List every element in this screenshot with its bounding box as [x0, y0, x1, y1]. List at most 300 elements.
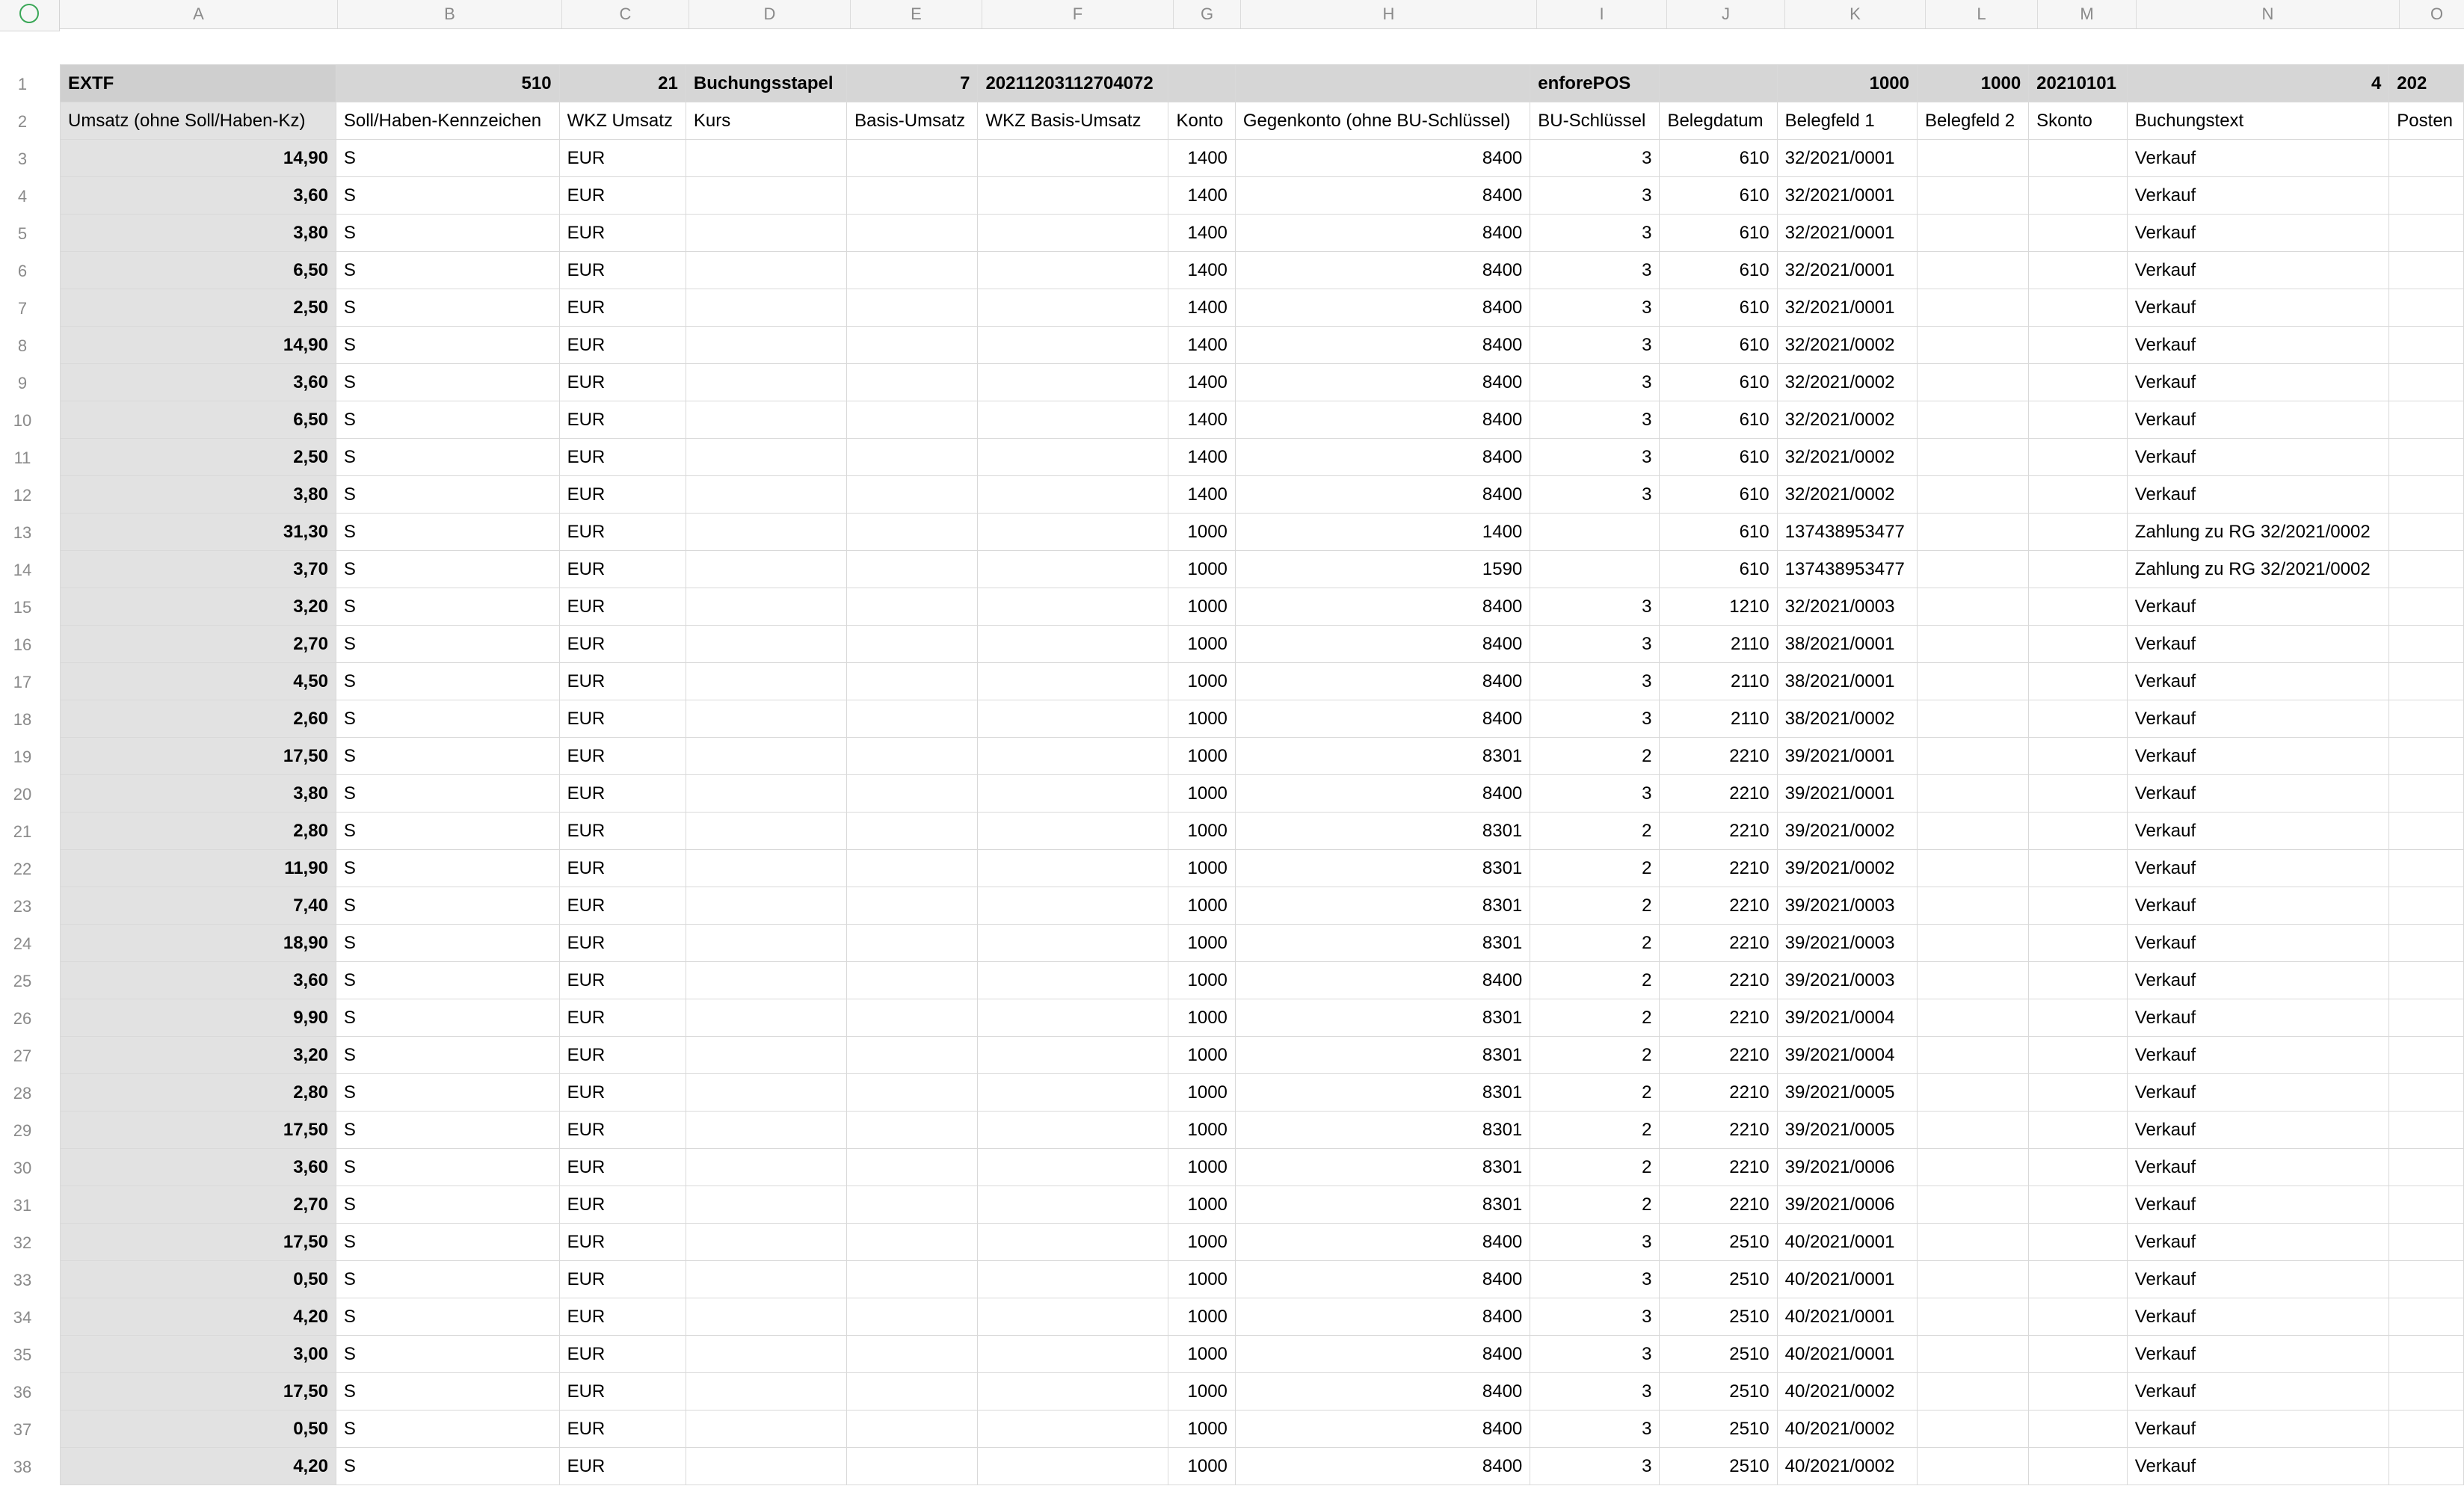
- cell-h27[interactable]: 8301: [1235, 1037, 1530, 1074]
- cell-o30[interactable]: [2389, 1149, 2464, 1186]
- column-header-k[interactable]: K: [1785, 0, 1926, 28]
- cell-b23[interactable]: S: [336, 887, 559, 925]
- cell-l25[interactable]: [1918, 962, 2029, 999]
- cell-a10[interactable]: 6,50: [61, 401, 336, 439]
- cell-f21[interactable]: [978, 813, 1168, 850]
- cell-o4[interactable]: [2389, 177, 2464, 215]
- cell-n17[interactable]: Verkauf: [2127, 663, 2389, 700]
- cell-m7[interactable]: [2029, 289, 2128, 327]
- cell-m15[interactable]: [2029, 588, 2128, 626]
- cell-d27[interactable]: [686, 1037, 846, 1074]
- cell-e33[interactable]: [847, 1261, 978, 1298]
- cell-h24[interactable]: 8301: [1235, 925, 1530, 962]
- cell-l2[interactable]: Belegfeld 2: [1918, 102, 2029, 140]
- column-header-f[interactable]: F: [982, 0, 1174, 28]
- cell-d17[interactable]: [686, 663, 846, 700]
- column-header-e[interactable]: E: [851, 0, 982, 28]
- cell-h25[interactable]: 8400: [1235, 962, 1530, 999]
- cell-n25[interactable]: Verkauf: [2127, 962, 2389, 999]
- cell-n13[interactable]: Zahlung zu RG 32/2021/0002: [2127, 514, 2389, 551]
- cell-j2[interactable]: Belegdatum: [1660, 102, 1777, 140]
- cell-e30[interactable]: [847, 1149, 978, 1186]
- cell-o3[interactable]: [2389, 140, 2464, 177]
- cell-a9[interactable]: 3,60: [61, 364, 336, 401]
- cell-d15[interactable]: [686, 588, 846, 626]
- cell-d29[interactable]: [686, 1112, 846, 1149]
- cell-l19[interactable]: [1918, 738, 2029, 775]
- cell-j4[interactable]: 610: [1660, 177, 1777, 215]
- cell-m23[interactable]: [2029, 887, 2128, 925]
- cell-c3[interactable]: EUR: [559, 140, 686, 177]
- cell-h12[interactable]: 8400: [1235, 476, 1530, 514]
- cell-a22[interactable]: 11,90: [61, 850, 336, 887]
- cell-l31[interactable]: [1918, 1186, 2029, 1224]
- cell-i12[interactable]: 3: [1530, 476, 1660, 514]
- cell-b16[interactable]: S: [336, 626, 559, 663]
- cell-g20[interactable]: 1000: [1168, 775, 1235, 813]
- cell-d36[interactable]: [686, 1373, 846, 1411]
- cell-k22[interactable]: 39/2021/0002: [1777, 850, 1917, 887]
- cell-g6[interactable]: 1400: [1168, 252, 1235, 289]
- cell-g4[interactable]: 1400: [1168, 177, 1235, 215]
- cell-b35[interactable]: S: [336, 1336, 559, 1373]
- cell-n22[interactable]: Verkauf: [2127, 850, 2389, 887]
- cell-o21[interactable]: [2389, 813, 2464, 850]
- cell-m31[interactable]: [2029, 1186, 2128, 1224]
- cell-k10[interactable]: 32/2021/0002: [1777, 401, 1917, 439]
- cell-m22[interactable]: [2029, 850, 2128, 887]
- cell-j6[interactable]: 610: [1660, 252, 1777, 289]
- cell-g25[interactable]: 1000: [1168, 962, 1235, 999]
- cell-b27[interactable]: S: [336, 1037, 559, 1074]
- cell-h5[interactable]: 8400: [1235, 215, 1530, 252]
- cell-b21[interactable]: S: [336, 813, 559, 850]
- cell-g33[interactable]: 1000: [1168, 1261, 1235, 1298]
- cell-c21[interactable]: EUR: [559, 813, 686, 850]
- cell-g10[interactable]: 1400: [1168, 401, 1235, 439]
- cell-a36[interactable]: 17,50: [61, 1373, 336, 1411]
- cell-c33[interactable]: EUR: [559, 1261, 686, 1298]
- cell-l7[interactable]: [1918, 289, 2029, 327]
- cell-a19[interactable]: 17,50: [61, 738, 336, 775]
- cell-i34[interactable]: 3: [1530, 1298, 1660, 1336]
- column-header-c[interactable]: C: [562, 0, 689, 28]
- cell-h18[interactable]: 8400: [1235, 700, 1530, 738]
- cell-b18[interactable]: S: [336, 700, 559, 738]
- cell-g22[interactable]: 1000: [1168, 850, 1235, 887]
- cell-o16[interactable]: [2389, 626, 2464, 663]
- row-header-18[interactable]: 18: [13, 710, 32, 729]
- cell-b34[interactable]: S: [336, 1298, 559, 1336]
- column-header-b[interactable]: B: [338, 0, 562, 28]
- cell-a38[interactable]: 4,20: [61, 1448, 336, 1485]
- cell-i9[interactable]: 3: [1530, 364, 1660, 401]
- cell-e34[interactable]: [847, 1298, 978, 1336]
- cell-k32[interactable]: 40/2021/0001: [1777, 1224, 1917, 1261]
- cell-a7[interactable]: 2,50: [61, 289, 336, 327]
- cell-k27[interactable]: 39/2021/0004: [1777, 1037, 1917, 1074]
- cell-e32[interactable]: [847, 1224, 978, 1261]
- cell-j30[interactable]: 2210: [1660, 1149, 1777, 1186]
- cell-e10[interactable]: [847, 401, 978, 439]
- column-header-i[interactable]: I: [1537, 0, 1667, 28]
- cell-o36[interactable]: [2389, 1373, 2464, 1411]
- cell-e11[interactable]: [847, 439, 978, 476]
- cell-g28[interactable]: 1000: [1168, 1074, 1235, 1112]
- cell-f17[interactable]: [978, 663, 1168, 700]
- cell-m38[interactable]: [2029, 1448, 2128, 1485]
- cell-g15[interactable]: 1000: [1168, 588, 1235, 626]
- cell-m2[interactable]: Skonto: [2029, 102, 2128, 140]
- cell-i13[interactable]: [1530, 514, 1660, 551]
- cell-f14[interactable]: [978, 551, 1168, 588]
- cell-f35[interactable]: [978, 1336, 1168, 1373]
- cell-o10[interactable]: [2389, 401, 2464, 439]
- cell-n14[interactable]: Zahlung zu RG 32/2021/0002: [2127, 551, 2389, 588]
- cell-k37[interactable]: 40/2021/0002: [1777, 1411, 1917, 1448]
- row-header-32[interactable]: 32: [13, 1233, 32, 1252]
- cell-f26[interactable]: [978, 999, 1168, 1037]
- cell-c14[interactable]: EUR: [559, 551, 686, 588]
- cell-l9[interactable]: [1918, 364, 2029, 401]
- select-all-corner[interactable]: [0, 0, 60, 31]
- cell-i5[interactable]: 3: [1530, 215, 1660, 252]
- cell-n3[interactable]: Verkauf: [2127, 140, 2389, 177]
- cell-c15[interactable]: EUR: [559, 588, 686, 626]
- cell-m33[interactable]: [2029, 1261, 2128, 1298]
- row-header-38[interactable]: 38: [13, 1458, 32, 1476]
- cell-l24[interactable]: [1918, 925, 2029, 962]
- cell-b37[interactable]: S: [336, 1411, 559, 1448]
- cell-c6[interactable]: EUR: [559, 252, 686, 289]
- cell-o23[interactable]: [2389, 887, 2464, 925]
- cell-n9[interactable]: Verkauf: [2127, 364, 2389, 401]
- cell-f11[interactable]: [978, 439, 1168, 476]
- cell-k29[interactable]: 39/2021/0005: [1777, 1112, 1917, 1149]
- cell-d10[interactable]: [686, 401, 846, 439]
- cell-j15[interactable]: 1210: [1660, 588, 1777, 626]
- cell-d6[interactable]: [686, 252, 846, 289]
- cell-m1[interactable]: 20210101: [2029, 65, 2128, 102]
- cell-h16[interactable]: 8400: [1235, 626, 1530, 663]
- cell-e38[interactable]: [847, 1448, 978, 1485]
- cell-a24[interactable]: 18,90: [61, 925, 336, 962]
- cell-b11[interactable]: S: [336, 439, 559, 476]
- cell-b8[interactable]: S: [336, 327, 559, 364]
- cell-g18[interactable]: 1000: [1168, 700, 1235, 738]
- cell-n18[interactable]: Verkauf: [2127, 700, 2389, 738]
- cell-c29[interactable]: EUR: [559, 1112, 686, 1149]
- cell-c10[interactable]: EUR: [559, 401, 686, 439]
- cell-n35[interactable]: Verkauf: [2127, 1336, 2389, 1373]
- cell-c22[interactable]: EUR: [559, 850, 686, 887]
- row-header-14[interactable]: 14: [13, 561, 32, 579]
- cell-a33[interactable]: 0,50: [61, 1261, 336, 1298]
- cell-l10[interactable]: [1918, 401, 2029, 439]
- cell-l37[interactable]: [1918, 1411, 2029, 1448]
- cell-a32[interactable]: 17,50: [61, 1224, 336, 1261]
- cell-a21[interactable]: 2,80: [61, 813, 336, 850]
- cell-e31[interactable]: [847, 1186, 978, 1224]
- cell-a23[interactable]: 7,40: [61, 887, 336, 925]
- cell-c25[interactable]: EUR: [559, 962, 686, 999]
- cell-f13[interactable]: [978, 514, 1168, 551]
- cell-e16[interactable]: [847, 626, 978, 663]
- cell-m20[interactable]: [2029, 775, 2128, 813]
- cell-d37[interactable]: [686, 1411, 846, 1448]
- cell-c31[interactable]: EUR: [559, 1186, 686, 1224]
- cell-j17[interactable]: 2110: [1660, 663, 1777, 700]
- cell-f27[interactable]: [978, 1037, 1168, 1074]
- cell-n6[interactable]: Verkauf: [2127, 252, 2389, 289]
- cell-i6[interactable]: 3: [1530, 252, 1660, 289]
- column-header-o[interactable]: O: [2400, 0, 2464, 28]
- row-header-17[interactable]: 17: [13, 673, 32, 691]
- cell-g12[interactable]: 1400: [1168, 476, 1235, 514]
- cell-m11[interactable]: [2029, 439, 2128, 476]
- cell-g1[interactable]: [1168, 65, 1235, 102]
- cell-d21[interactable]: [686, 813, 846, 850]
- cell-d9[interactable]: [686, 364, 846, 401]
- cell-i11[interactable]: 3: [1530, 439, 1660, 476]
- cell-d2[interactable]: Kurs: [686, 102, 846, 140]
- cell-e6[interactable]: [847, 252, 978, 289]
- cell-k2[interactable]: Belegfeld 1: [1777, 102, 1917, 140]
- cell-i35[interactable]: 3: [1530, 1336, 1660, 1373]
- cell-k9[interactable]: 32/2021/0002: [1777, 364, 1917, 401]
- cell-a2[interactable]: Umsatz (ohne Soll/Haben-Kz): [61, 102, 336, 140]
- cell-a26[interactable]: 9,90: [61, 999, 336, 1037]
- cell-l21[interactable]: [1918, 813, 2029, 850]
- cell-c13[interactable]: EUR: [559, 514, 686, 551]
- cell-g27[interactable]: 1000: [1168, 1037, 1235, 1074]
- cell-l36[interactable]: [1918, 1373, 2029, 1411]
- cell-f15[interactable]: [978, 588, 1168, 626]
- cell-i29[interactable]: 2: [1530, 1112, 1660, 1149]
- cell-b5[interactable]: S: [336, 215, 559, 252]
- cell-o33[interactable]: [2389, 1261, 2464, 1298]
- cell-i33[interactable]: 3: [1530, 1261, 1660, 1298]
- cell-o8[interactable]: [2389, 327, 2464, 364]
- cell-l18[interactable]: [1918, 700, 2029, 738]
- cell-m32[interactable]: [2029, 1224, 2128, 1261]
- cell-m26[interactable]: [2029, 999, 2128, 1037]
- row-header-19[interactable]: 19: [13, 747, 32, 766]
- cell-j35[interactable]: 2510: [1660, 1336, 1777, 1373]
- cell-k8[interactable]: 32/2021/0002: [1777, 327, 1917, 364]
- cell-k30[interactable]: 39/2021/0006: [1777, 1149, 1917, 1186]
- row-header-25[interactable]: 25: [13, 972, 32, 990]
- cell-b24[interactable]: S: [336, 925, 559, 962]
- cell-e9[interactable]: [847, 364, 978, 401]
- cell-h19[interactable]: 8301: [1235, 738, 1530, 775]
- cell-k35[interactable]: 40/2021/0001: [1777, 1336, 1917, 1373]
- column-header-m[interactable]: M: [2038, 0, 2137, 28]
- cell-o7[interactable]: [2389, 289, 2464, 327]
- cell-k3[interactable]: 32/2021/0001: [1777, 140, 1917, 177]
- row-header-6[interactable]: 6: [17, 262, 28, 280]
- cell-m19[interactable]: [2029, 738, 2128, 775]
- cell-o12[interactable]: [2389, 476, 2464, 514]
- cell-a28[interactable]: 2,80: [61, 1074, 336, 1112]
- cell-b2[interactable]: Soll/Haben-Kennzeichen: [336, 102, 559, 140]
- cell-k18[interactable]: 38/2021/0002: [1777, 700, 1917, 738]
- cell-j37[interactable]: 2510: [1660, 1411, 1777, 1448]
- cell-c37[interactable]: EUR: [559, 1411, 686, 1448]
- cell-e1[interactable]: 7: [847, 65, 978, 102]
- cell-b9[interactable]: S: [336, 364, 559, 401]
- cell-k17[interactable]: 38/2021/0001: [1777, 663, 1917, 700]
- cell-a14[interactable]: 3,70: [61, 551, 336, 588]
- cell-h2[interactable]: Gegenkonto (ohne BU-Schlüssel): [1235, 102, 1530, 140]
- cell-o37[interactable]: [2389, 1411, 2464, 1448]
- cell-l3[interactable]: [1918, 140, 2029, 177]
- cell-k6[interactable]: 32/2021/0001: [1777, 252, 1917, 289]
- cell-f1[interactable]: 20211203112704072: [978, 65, 1168, 102]
- cell-a16[interactable]: 2,70: [61, 626, 336, 663]
- cell-k25[interactable]: 39/2021/0003: [1777, 962, 1917, 999]
- cell-b13[interactable]: S: [336, 514, 559, 551]
- cell-j3[interactable]: 610: [1660, 140, 1777, 177]
- cell-d30[interactable]: [686, 1149, 846, 1186]
- cell-o29[interactable]: [2389, 1112, 2464, 1149]
- cell-e36[interactable]: [847, 1373, 978, 1411]
- cell-k11[interactable]: 32/2021/0002: [1777, 439, 1917, 476]
- cell-g23[interactable]: 1000: [1168, 887, 1235, 925]
- cell-f30[interactable]: [978, 1149, 1168, 1186]
- cell-n31[interactable]: Verkauf: [2127, 1186, 2389, 1224]
- column-header-l[interactable]: L: [1926, 0, 2038, 28]
- cell-o17[interactable]: [2389, 663, 2464, 700]
- cell-g24[interactable]: 1000: [1168, 925, 1235, 962]
- cell-l30[interactable]: [1918, 1149, 2029, 1186]
- cell-g19[interactable]: 1000: [1168, 738, 1235, 775]
- cell-f3[interactable]: [978, 140, 1168, 177]
- cell-g29[interactable]: 1000: [1168, 1112, 1235, 1149]
- cell-n19[interactable]: Verkauf: [2127, 738, 2389, 775]
- cell-h37[interactable]: 8400: [1235, 1411, 1530, 1448]
- cell-n15[interactable]: Verkauf: [2127, 588, 2389, 626]
- cell-n36[interactable]: Verkauf: [2127, 1373, 2389, 1411]
- cell-c8[interactable]: EUR: [559, 327, 686, 364]
- cell-m9[interactable]: [2029, 364, 2128, 401]
- cell-j24[interactable]: 2210: [1660, 925, 1777, 962]
- cell-h9[interactable]: 8400: [1235, 364, 1530, 401]
- cell-e26[interactable]: [847, 999, 978, 1037]
- cell-i32[interactable]: 3: [1530, 1224, 1660, 1261]
- cell-a4[interactable]: 3,60: [61, 177, 336, 215]
- cell-e8[interactable]: [847, 327, 978, 364]
- cell-i23[interactable]: 2: [1530, 887, 1660, 925]
- cell-k4[interactable]: 32/2021/0001: [1777, 177, 1917, 215]
- cell-i17[interactable]: 3: [1530, 663, 1660, 700]
- cell-d20[interactable]: [686, 775, 846, 813]
- cell-n33[interactable]: Verkauf: [2127, 1261, 2389, 1298]
- cell-g17[interactable]: 1000: [1168, 663, 1235, 700]
- cell-h32[interactable]: 8400: [1235, 1224, 1530, 1261]
- cell-o5[interactable]: [2389, 215, 2464, 252]
- row-header-23[interactable]: 23: [13, 897, 32, 916]
- cell-c20[interactable]: EUR: [559, 775, 686, 813]
- cell-g11[interactable]: 1400: [1168, 439, 1235, 476]
- cell-f38[interactable]: [978, 1448, 1168, 1485]
- cell-i14[interactable]: [1530, 551, 1660, 588]
- cell-n30[interactable]: Verkauf: [2127, 1149, 2389, 1186]
- cell-a31[interactable]: 2,70: [61, 1186, 336, 1224]
- cell-c28[interactable]: EUR: [559, 1074, 686, 1112]
- cell-d26[interactable]: [686, 999, 846, 1037]
- cell-g36[interactable]: 1000: [1168, 1373, 1235, 1411]
- cell-e13[interactable]: [847, 514, 978, 551]
- row-header-24[interactable]: 24: [13, 934, 32, 953]
- row-header-37[interactable]: 37: [13, 1420, 32, 1439]
- cell-c38[interactable]: EUR: [559, 1448, 686, 1485]
- cell-i4[interactable]: 3: [1530, 177, 1660, 215]
- cell-n5[interactable]: Verkauf: [2127, 215, 2389, 252]
- cell-d14[interactable]: [686, 551, 846, 588]
- cell-h31[interactable]: 8301: [1235, 1186, 1530, 1224]
- cell-d28[interactable]: [686, 1074, 846, 1112]
- cell-b20[interactable]: S: [336, 775, 559, 813]
- cell-d24[interactable]: [686, 925, 846, 962]
- cell-m27[interactable]: [2029, 1037, 2128, 1074]
- cell-b26[interactable]: S: [336, 999, 559, 1037]
- cell-n34[interactable]: Verkauf: [2127, 1298, 2389, 1336]
- cell-c19[interactable]: EUR: [559, 738, 686, 775]
- cell-d11[interactable]: [686, 439, 846, 476]
- cell-g38[interactable]: 1000: [1168, 1448, 1235, 1485]
- cell-m34[interactable]: [2029, 1298, 2128, 1336]
- cell-m18[interactable]: [2029, 700, 2128, 738]
- row-header-16[interactable]: 16: [13, 635, 32, 654]
- cell-c34[interactable]: EUR: [559, 1298, 686, 1336]
- cell-l15[interactable]: [1918, 588, 2029, 626]
- cell-k21[interactable]: 39/2021/0002: [1777, 813, 1917, 850]
- cell-l20[interactable]: [1918, 775, 2029, 813]
- cell-k26[interactable]: 39/2021/0004: [1777, 999, 1917, 1037]
- cell-d35[interactable]: [686, 1336, 846, 1373]
- cell-j8[interactable]: 610: [1660, 327, 1777, 364]
- row-header-12[interactable]: 12: [13, 486, 32, 505]
- cell-k12[interactable]: 32/2021/0002: [1777, 476, 1917, 514]
- cell-b28[interactable]: S: [336, 1074, 559, 1112]
- cell-k14[interactable]: 137438953477: [1777, 551, 1917, 588]
- cell-k38[interactable]: 40/2021/0002: [1777, 1448, 1917, 1485]
- column-header-h[interactable]: H: [1241, 0, 1537, 28]
- cell-a1[interactable]: EXTF: [61, 65, 336, 102]
- cell-i10[interactable]: 3: [1530, 401, 1660, 439]
- cell-e23[interactable]: [847, 887, 978, 925]
- cell-l32[interactable]: [1918, 1224, 2029, 1261]
- cell-o31[interactable]: [2389, 1186, 2464, 1224]
- row-header-15[interactable]: 15: [13, 598, 32, 617]
- cell-o13[interactable]: [2389, 514, 2464, 551]
- cell-e17[interactable]: [847, 663, 978, 700]
- cell-g31[interactable]: 1000: [1168, 1186, 1235, 1224]
- cell-l8[interactable]: [1918, 327, 2029, 364]
- cell-f19[interactable]: [978, 738, 1168, 775]
- row-header-22[interactable]: 22: [13, 860, 32, 878]
- cell-g21[interactable]: 1000: [1168, 813, 1235, 850]
- cell-m16[interactable]: [2029, 626, 2128, 663]
- cell-f23[interactable]: [978, 887, 1168, 925]
- cell-a37[interactable]: 0,50: [61, 1411, 336, 1448]
- cell-f6[interactable]: [978, 252, 1168, 289]
- cell-h4[interactable]: 8400: [1235, 177, 1530, 215]
- cell-m28[interactable]: [2029, 1074, 2128, 1112]
- cell-j26[interactable]: 2210: [1660, 999, 1777, 1037]
- cell-o20[interactable]: [2389, 775, 2464, 813]
